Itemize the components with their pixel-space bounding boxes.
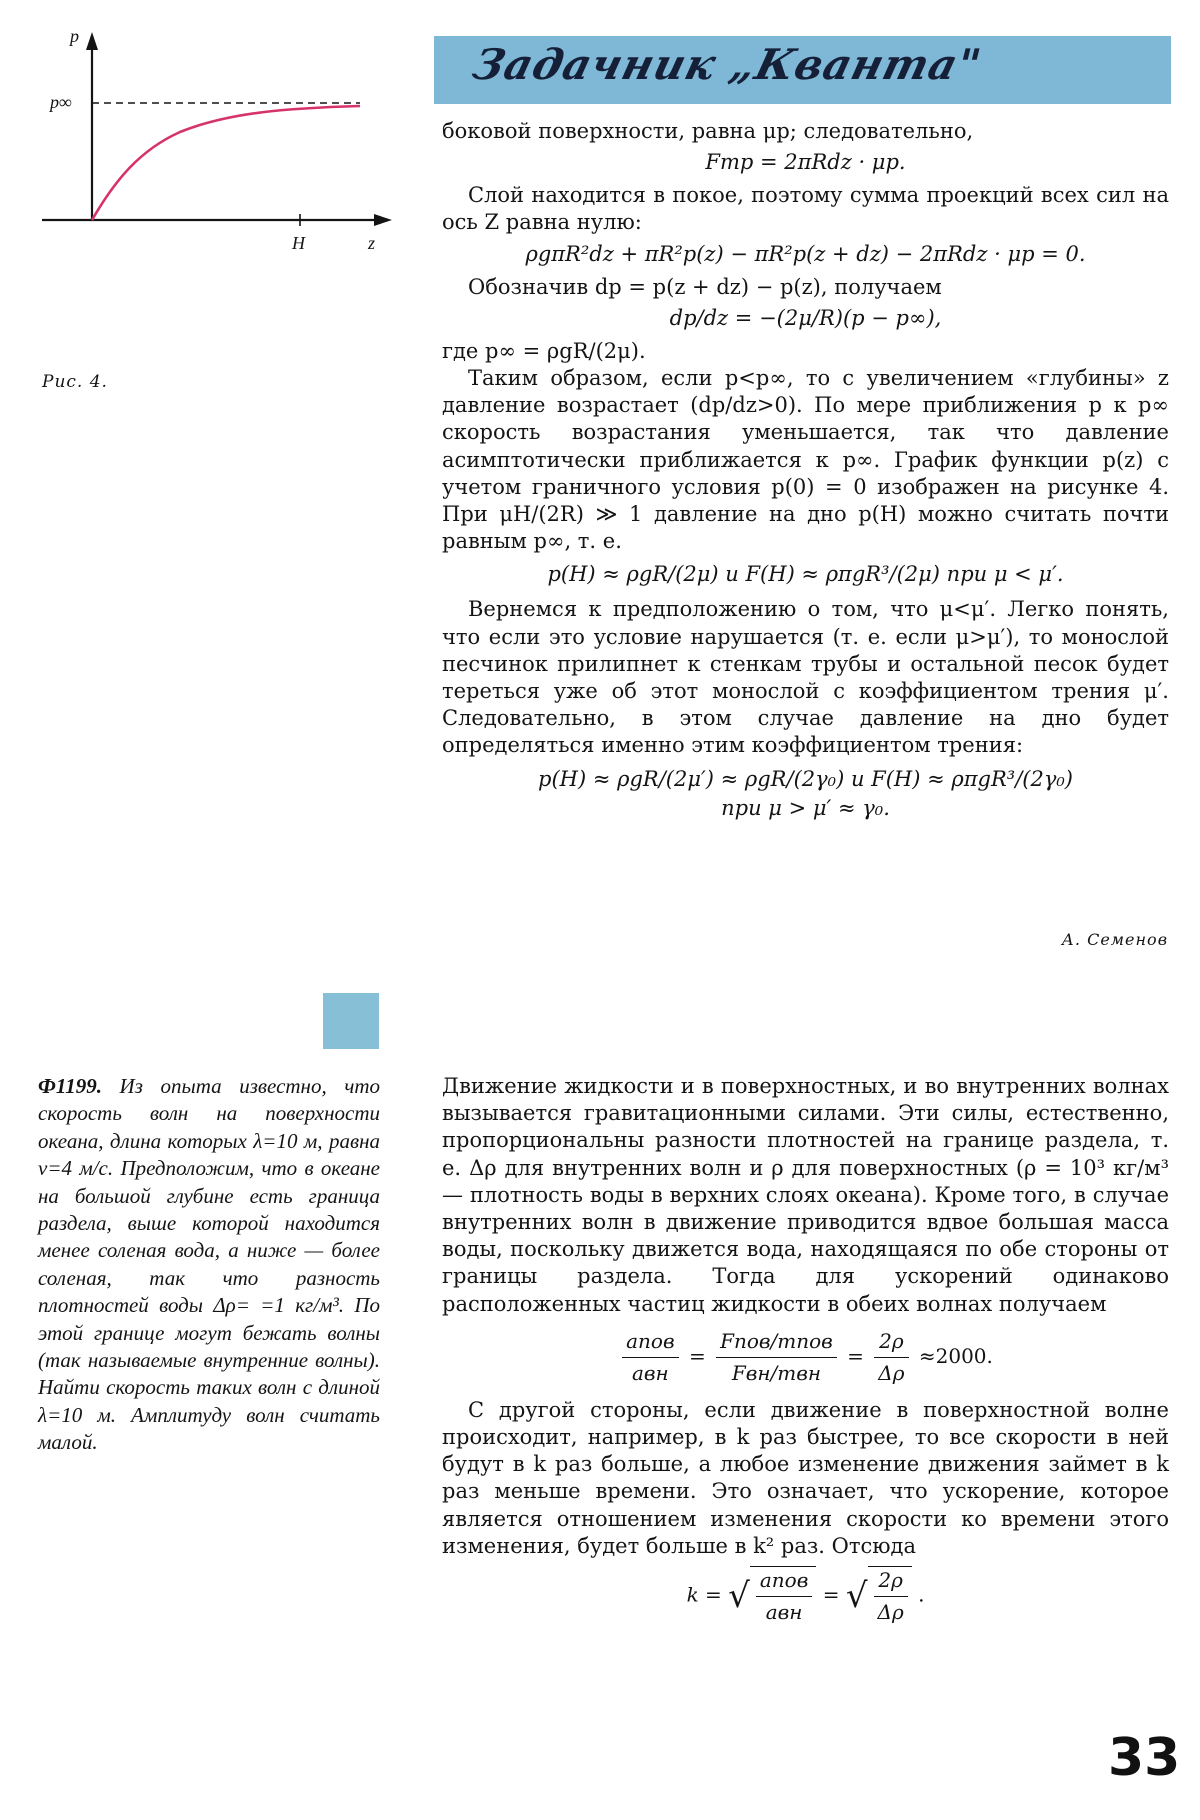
page-number: 33 — [1108, 1728, 1181, 1788]
equation-pressure-result: p(H) ≈ ρgR/(2μ) и F(H) ≈ ρπgR³/(2μ) при μ < μ′. — [547, 562, 1064, 587]
x-tick-label: H — [292, 233, 305, 250]
k-lhs: k = — [686, 1582, 722, 1607]
section-marker — [323, 993, 379, 1049]
frac-den: Δρ — [878, 1360, 905, 1385]
equation-balance: ρgπR²dz + πR²p(z) − πR²p(z + dz) − 2πRdz · μp = 0. — [525, 241, 1086, 266]
solution-paragraph: Обозначив dp = p(z + dz) − p(z), получаем — [468, 274, 942, 299]
fraction-force — [716, 1328, 837, 1387]
sqrt-density: √ $\frac{2\rho}{\Delta\rho}$ — [846, 1566, 912, 1626]
solution-paragraph: боковой поверхности, равна μp; следовательно, — [442, 119, 974, 143]
problem-statement — [38, 1073, 380, 1457]
fraction-accel-k — [756, 1567, 813, 1626]
solution-paragraph: Слой находится в покое, поэтому сумма проекций всех сил на ось Z равна нулю: — [442, 183, 1169, 235]
frac-num: aпов — [622, 1328, 679, 1358]
equation-accel-ratio: $\frac{\text{aпов}}{\text{aвн}}$ = $\frac{\text{Fпов/mпов}}{\text{Fвн/mвн}}$ = $\frac{2\rho}{\Delta\rho}$ ≈2000. — [442, 1328, 1169, 1387]
fraction-density-k — [874, 1567, 908, 1626]
section-banner — [434, 36, 1171, 104]
solution2-paragraph: Движение жидкости и в поверхностных, и во внутренних волнах вызывается гравитационными силами. Эти силы, естественно, пропорциональны разности плотностей на границе раздела, т. е. Δρ для внутренних волн и ρ для поверхностных (ρ = 10³ кг/м³ — плотность воды в верхних слоях океана). Кроме того, в случае внутренних волн в движение приводится вдвое большая масса воды, поскольку движется вода, находящаяся по обе стороны от границы раздела. Тогда для ускорений одинаково расположенных частиц жидкости в обеих волнах получаем — [442, 1074, 1170, 1316]
sqrt-accel: √ $\frac{\text{aпов}}{\text{aвн}}$ — [728, 1566, 816, 1626]
problem-text: Из опыта известно, что скорость волн на поверхности океана, длина которых λ=10 м, равна v=4 м/с. Предположим, что в океане на большой глубине есть граница раздела, выше которой находится менее соленая вода, а ниже — более соленая, так что разность плотностей воды Δρ= =1 кг/м³. По этой границе могут бежать волны (так называемые внутренние волны). Найти скорость таких волн с длиной λ=10 м. Амплитуду волн считать малой. — [38, 1074, 380, 1455]
frac-den: Δρ — [877, 1600, 904, 1625]
equation-pressure-monolayer: p(H) ≈ ρgR/(2μ′) ≈ ρgR/(2γ₀) и F(H) ≈ ρπgR³/(2γ₀) — [538, 766, 1073, 791]
solution-paragraph: Таким образом, если p<p∞, то с увеличением «глубины» z давление возрастает (dp/dz>0). По мере приближения p к p∞ скорость возрастания уменьшается, так что давление асимптотически приближается к p∞. График функции p(z) с учетом граничного условия p(0) = 0 изображен на рисунке 4. При μH/(2R) ≫ 1 давление на дно p(H) можно считать почти равным p∞, т. е. — [442, 366, 1169, 554]
equation-derivative: dp/dz = −(2μ/R)(p − p∞), — [669, 305, 942, 330]
y-axis-arrow — [86, 32, 98, 50]
frac-num: 2ρ — [874, 1328, 908, 1358]
equation-result: ≈2000. — [918, 1343, 993, 1368]
y-axis-label: p — [70, 26, 79, 46]
frac-num: 2ρ — [874, 1567, 908, 1597]
solution2-paragraph: С другой стороны, если движение в поверхностной волне происходит, например, в k раз быстрее, то все скорости в ней будут в k раз больше, а любое изменение движения займет в k раз меньше времени. Это означает, что ускорение, которое является отношением изменения скорости ко времени этого изменения, будет больше в k² раз. Отсюда — [442, 1397, 1169, 1558]
solution-column — [442, 118, 1169, 822]
equation-condition: при μ > μ′ ≈ γ₀. — [721, 795, 890, 820]
fraction-accel — [622, 1328, 679, 1387]
banner-title: Задачник „Кванта" — [467, 40, 987, 89]
frac-den: aвн — [631, 1360, 669, 1385]
figure-caption: Рис. 4. — [42, 372, 108, 392]
frac-num: Fпов/mпов — [716, 1328, 837, 1358]
pressure-curve — [92, 106, 360, 220]
frac-num: aпов — [756, 1567, 813, 1597]
solution-paragraph: Вернемся к предположению о том, что μ<μ′. Легко понять, что если это условие нарушается (т. е. если μ>μ′), то монослой песчинок прилипнет к стенкам трубы и остальной песок будет тереться уже об этот монослой с коэффициентом трения μ′. Следовательно, в этом случае давление на дно будет определяться именно этим коэффициентом трения: — [442, 597, 1169, 758]
problem-id: Ф1199. — [38, 1074, 102, 1098]
x-axis-arrow — [374, 214, 392, 226]
frac-den: aвн — [765, 1600, 803, 1625]
author-signature: А. Семенов — [1061, 930, 1168, 949]
x-axis-label: z — [368, 233, 376, 250]
equation-k: k = √ $\frac{\text{aпов}}{\text{aвн}}$ = √ $\frac{2\rho}{\Delta\rho}$ . — [686, 1568, 925, 1625]
solution2-column — [442, 1073, 1169, 1626]
figure-4-graph — [30, 20, 400, 250]
equation-friction: Fтр = 2πRdz · μp. — [705, 150, 906, 175]
fraction-density — [874, 1328, 908, 1387]
frac-den: Fвн/mвн — [731, 1360, 822, 1385]
asymptote-label: p∞ — [50, 92, 72, 112]
solution-paragraph: где p∞ = ρgR/(2μ). — [442, 338, 646, 363]
